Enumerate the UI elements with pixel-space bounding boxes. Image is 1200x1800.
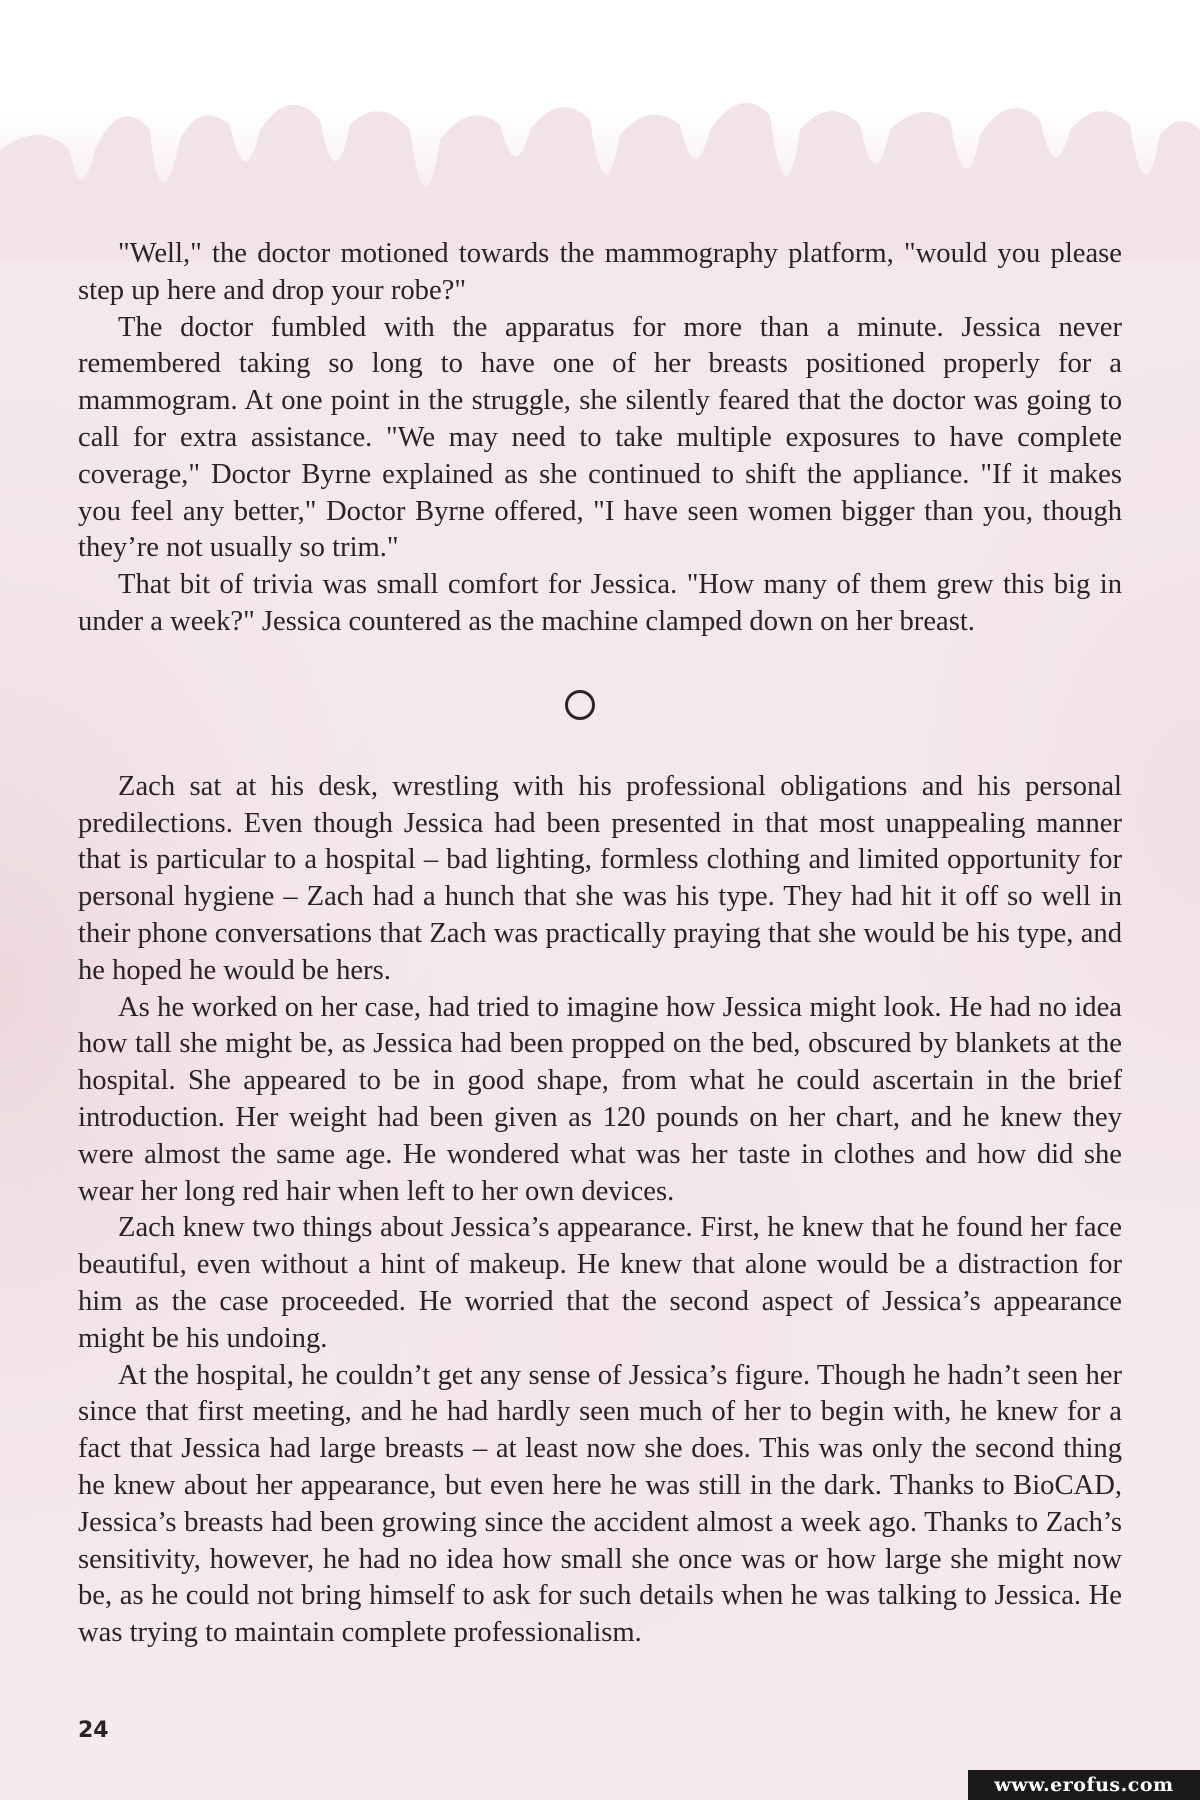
circle-separator-icon xyxy=(565,690,595,720)
paragraph: At the hospital, he couldn’t get any sense of Jessica’s figure. Though he hadn’t seen her since that first meeting, and he had hardly seen much of her to begin with, he knew for a fact that Jessica had large breasts – at least now she does. This was only the second thing he knew about her appearance, but even here he was still in the dark. Thanks to BioCAD, Jessica’s breasts had been growing since the accident almost a week ago. Thanks to Zach’s sensitivity, however, he had no idea how small she once was or how large she might now be, as he could not bring himself to ask for such details when he was talking to Jessica. He was trying to maintain complete professionalism. xyxy=(78,1359,1122,1649)
story-text xyxy=(78,236,1122,1652)
paragraph: The doctor fumbled with the apparatus for more than a minute. Jessica never remembered taking so long to have one of her breasts positioned properly for a mammogram. At one point in the struggle, she silently feared that the doctor was going to call for extra assistance. "We may need to take multiple exposures to have complete coverage," Doctor Byrne explained as she continued to shift the appliance. "If it makes you feel any better," Doctor Byrne offered, "I have seen women bigger than you, though they’re not usually so trim." xyxy=(78,311,1122,564)
paragraph: As he worked on her case, had tried to imagine how Jessica might look. He had no idea how tall she might be, as Jessica had been propped on the bed, obscured by blankets at the hospital. She appeared to be in good shape, from what he could ascertain in the brief introduction. Her weight had been given as 120 pounds on her chart, and he knew they were almost the same age. He wondered what was her taste in clothes and how did she wear her long red hair when left to her own devices. xyxy=(78,991,1122,1207)
paragraph: Zach knew two things about Jessica’s appearance. First, he knew that he found her face beautiful, even without a hint of makeup. He knew that alone would be a distraction for him as the case proceeded. He worried that the second aspect of Jessica’s appearance might be his undoing. xyxy=(78,1212,1122,1354)
page-number: 24 xyxy=(78,1718,109,1743)
paragraph: "Well," the doctor motioned towards the mammography platform, "would you please step up here and drop your robe?" xyxy=(78,238,1122,306)
paragraph: That bit of trivia was small comfort for Jessica. "How many of them grew this big in under a week?" Jessica countered as the machine clamped down on her breast. xyxy=(78,569,1122,637)
section-separator xyxy=(78,641,1122,769)
watermark: www.erofus.com xyxy=(968,1770,1200,1800)
paragraph: Zach sat at his desk, wrestling with his professional obligations and his personal predilections. Even though Jessica had been presented in that most unappealing manner that is particular to a hospital – bad lighting, formless clothing and limited opportunity for personal hygiene – Zach had a hunch that she was his type. They had hit it off so well in their phone conversations that Zach was practically praying that she would be his type, and he hoped he would be hers. xyxy=(78,770,1122,986)
